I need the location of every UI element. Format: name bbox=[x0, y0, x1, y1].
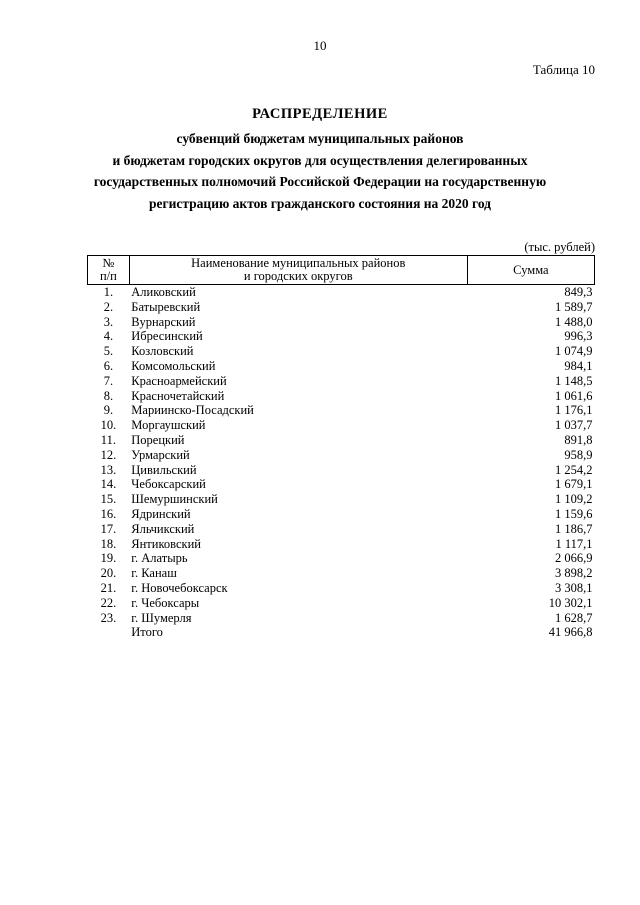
header-sum: Сумма bbox=[467, 256, 594, 285]
heading-line: субвенций бюджетам муниципальных районов bbox=[176, 131, 464, 146]
table-row bbox=[88, 477, 595, 492]
row-name: Вурнарский bbox=[131, 314, 196, 329]
row-number: 13. bbox=[100, 462, 117, 477]
row-number: 17. bbox=[100, 521, 117, 536]
table-row bbox=[88, 463, 595, 478]
row-amount: 1 109,2 bbox=[555, 492, 593, 507]
units-label: (тыс. рублей) bbox=[524, 240, 595, 254]
total-amount: 41 966,8 bbox=[548, 625, 593, 640]
header-name bbox=[129, 256, 467, 285]
row-amount: 1 176,1 bbox=[555, 403, 593, 418]
row-number: 6. bbox=[103, 358, 114, 373]
row-name: г. Новочебоксарск bbox=[131, 580, 228, 595]
row-name: Моргаушский bbox=[131, 418, 206, 433]
table-row bbox=[88, 300, 595, 315]
row-name: Батыревский bbox=[131, 299, 201, 314]
row-number: 12. bbox=[100, 447, 117, 462]
row-number: 8. bbox=[103, 388, 114, 403]
row-name: г. Шумерля bbox=[131, 610, 192, 625]
table-row bbox=[88, 359, 595, 374]
row-number: 20. bbox=[100, 566, 117, 581]
row-name: Красноармейский bbox=[131, 373, 227, 388]
row-amount: 1 254,2 bbox=[555, 462, 593, 477]
row-name: г. Канаш bbox=[131, 566, 177, 581]
table-header bbox=[88, 256, 595, 285]
row-name: г. Чебоксары bbox=[131, 595, 200, 610]
heading-line: государственных полномочий Российской Федерации на государственную bbox=[93, 174, 547, 189]
row-number: 5. bbox=[103, 344, 114, 359]
table-row bbox=[88, 374, 595, 389]
row-name: Порецкий bbox=[131, 432, 185, 447]
table-row bbox=[88, 389, 595, 404]
row-name: Янтиковский bbox=[131, 536, 201, 551]
row-amount: 996,3 bbox=[564, 329, 593, 344]
row-name: Красночетайский bbox=[131, 388, 225, 403]
table-row bbox=[88, 492, 595, 507]
table-row bbox=[88, 403, 595, 418]
row-amount: 1 679,1 bbox=[555, 477, 593, 492]
row-number: 10. bbox=[100, 418, 117, 433]
row-number: 7. bbox=[103, 373, 114, 388]
table-row bbox=[88, 611, 595, 626]
row-name: Ибресинский bbox=[131, 329, 203, 344]
table-row bbox=[88, 448, 595, 463]
row-number: 15. bbox=[100, 492, 117, 507]
heading-title: РАСПРЕДЕЛЕНИЕ bbox=[252, 106, 388, 122]
header-number-line1: № bbox=[102, 256, 115, 270]
heading-line: и бюджетам городских округов для осуществления делегированных bbox=[112, 152, 528, 168]
header-number-line2: п/п bbox=[99, 269, 117, 283]
row-name: Цивильский bbox=[131, 462, 197, 477]
row-number: 14. bbox=[100, 477, 117, 492]
row-number: 9. bbox=[103, 403, 114, 418]
table-row bbox=[88, 344, 595, 359]
row-number: 3. bbox=[103, 314, 114, 329]
row-name: Аликовский bbox=[131, 285, 196, 299]
document-heading bbox=[60, 104, 580, 214]
header-name-line1: Наименование муниципальных районов bbox=[191, 256, 406, 270]
table-row bbox=[88, 507, 595, 522]
row-name: Комсомольский bbox=[131, 358, 216, 373]
row-number: 1. bbox=[103, 285, 114, 299]
table-body bbox=[88, 285, 595, 641]
table-row bbox=[88, 551, 595, 566]
row-amount: 1 061,6 bbox=[555, 388, 593, 403]
table-row bbox=[88, 581, 595, 596]
row-name: Чебоксарский bbox=[131, 477, 206, 492]
row-amount: 1 148,5 bbox=[555, 373, 593, 388]
row-amount: 3 308,1 bbox=[555, 580, 593, 595]
row-amount: 984,1 bbox=[564, 358, 593, 373]
row-name: Шемуршинский bbox=[131, 492, 218, 507]
page-number: 10 bbox=[313, 38, 327, 53]
total-number-cell bbox=[88, 625, 130, 640]
row-amount: 891,8 bbox=[564, 432, 593, 447]
table-row bbox=[88, 596, 595, 611]
row-number: 2. bbox=[103, 299, 114, 314]
row-number: 16. bbox=[100, 506, 117, 521]
row-amount: 10 302,1 bbox=[548, 595, 593, 610]
table-row bbox=[88, 285, 595, 300]
row-number: 19. bbox=[100, 551, 117, 566]
total-label: Итого bbox=[131, 625, 163, 640]
table-row bbox=[88, 522, 595, 537]
table-row bbox=[88, 329, 595, 344]
row-amount: 1 589,7 bbox=[555, 299, 593, 314]
row-number: 21. bbox=[100, 580, 117, 595]
row-name: г. Алатырь bbox=[131, 551, 188, 566]
table-row bbox=[88, 433, 595, 448]
table-row bbox=[88, 566, 595, 581]
row-name: Козловский bbox=[131, 344, 194, 359]
row-amount: 958,9 bbox=[564, 447, 593, 462]
header-number bbox=[88, 256, 130, 285]
row-name: Мариинско-Посадский bbox=[131, 403, 254, 418]
row-number: 4. bbox=[103, 329, 114, 344]
table-row bbox=[88, 315, 595, 330]
table-label: Таблица 10 bbox=[532, 62, 595, 77]
table-row bbox=[88, 418, 595, 433]
row-amount: 1 037,7 bbox=[555, 418, 593, 433]
distribution-table bbox=[87, 255, 595, 640]
row-number: 22. bbox=[100, 595, 117, 610]
row-number: 23. bbox=[100, 610, 117, 625]
row-amount: 1 159,6 bbox=[555, 506, 593, 521]
row-amount: 1 074,9 bbox=[555, 344, 593, 359]
row-name: Яльчикский bbox=[131, 521, 195, 536]
row-amount: 2 066,9 bbox=[555, 551, 593, 566]
row-number: 11. bbox=[100, 432, 116, 447]
heading-line: регистрацию актов гражданского состояния на 2020 год bbox=[148, 195, 492, 211]
table-row bbox=[88, 537, 595, 552]
row-amount: 1 488,0 bbox=[555, 314, 593, 329]
row-number: 18. bbox=[100, 536, 117, 551]
total-row bbox=[88, 625, 595, 640]
row-amount: 1 628,7 bbox=[555, 610, 593, 625]
row-amount: 3 898,2 bbox=[555, 566, 593, 581]
row-name: Урмарский bbox=[131, 447, 190, 462]
row-amount: 1 117,1 bbox=[555, 536, 593, 551]
row-name: Ядринский bbox=[131, 506, 191, 521]
row-amount: 849,3 bbox=[564, 285, 593, 299]
row-amount: 1 186,7 bbox=[555, 521, 593, 536]
header-name-line2: и городских округов bbox=[243, 269, 353, 283]
